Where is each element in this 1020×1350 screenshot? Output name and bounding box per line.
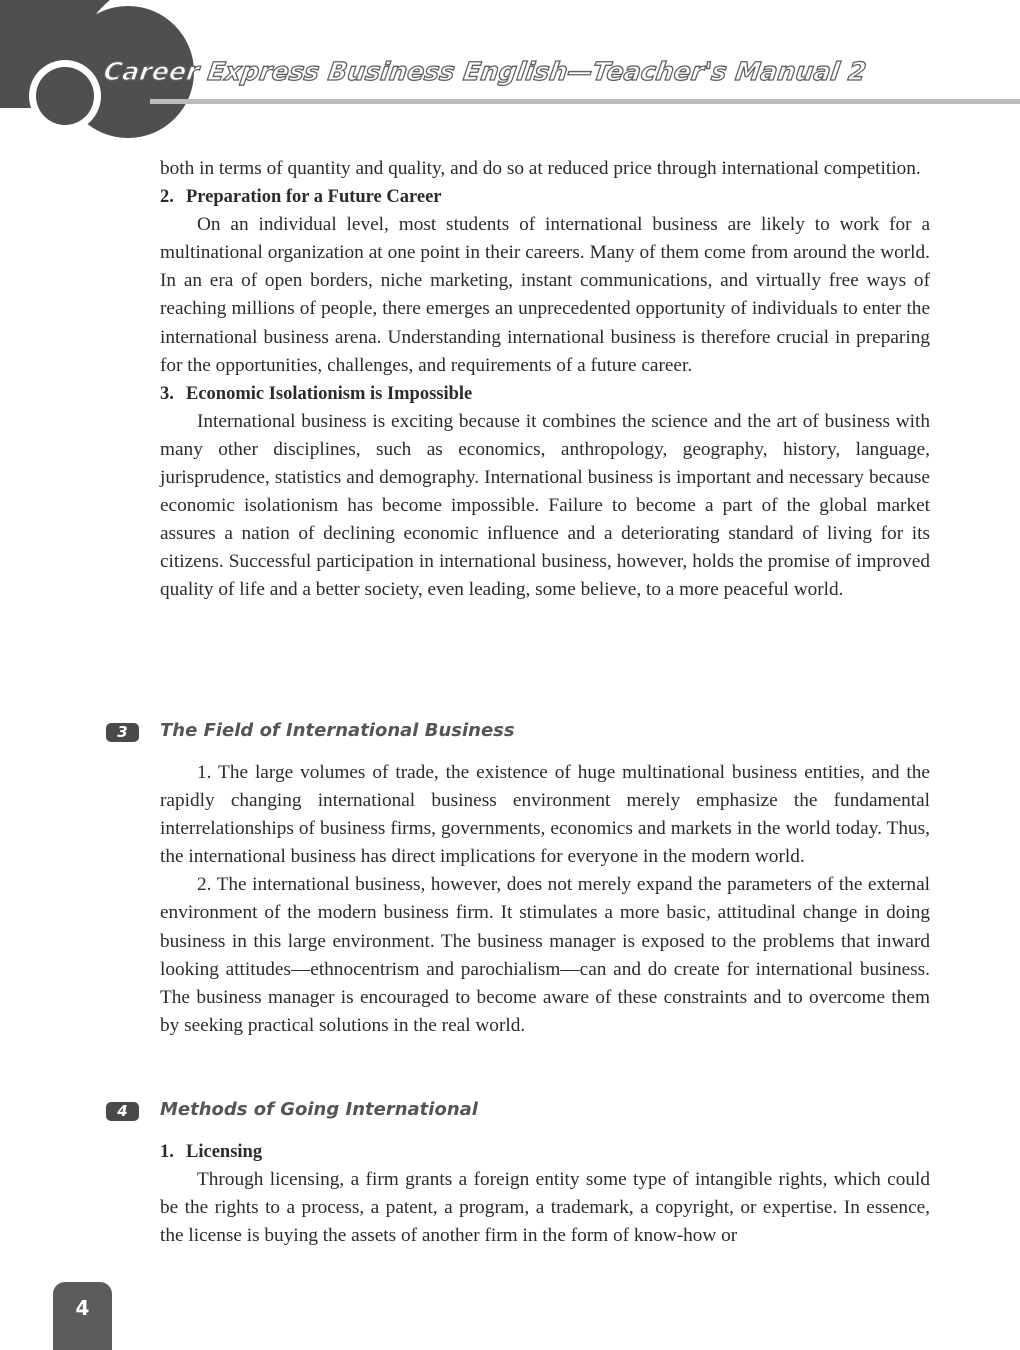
header-small-circle [36,67,94,125]
header-rule [150,99,1020,104]
section-heading [106,1099,478,1122]
section-title: The Field of International Business [160,720,515,741]
subsection-paragraph: On an individual level, most students of international business are likely to work for a multinational organization at one point in their careers. Many of them come from around the world. In an era of open borders, niche marketing, instant communications, and virtually free ways of reaching millions of people, there emerges an unprecedented opportunity of individuals to enter the international business arena. Understanding international business is therefore crucial in preparing for the opportunities, challenges, and requirements of a future career. [160,214,930,376]
page-number: 4 [75,1296,90,1320]
subsection-heading [160,1138,930,1166]
subsection-number: 3. [160,383,174,404]
subsection-title: Economic Isolationism is Impossible [186,383,473,404]
section-title: Methods of Going International [160,1099,478,1120]
main-content-top [160,155,930,605]
section-paragraph: 2. The international business, however, does not merely expand the parameters of the external environment of the modern business firm. It stimulates a more basic, attitudinal change in doing business in this large environment. The business manager is exposed to the problems that inward looking attitudes—ethnocentrism and parochialism—can and do create for international business. The business manager is encouraged to become aware of these constraints and to overcome them by seeking practical solutions in the real world. [160,874,930,1036]
subsection-title: Preparation for a Future Career [186,187,442,208]
book-title: Career Express Business English—Teacher's Manual 2 [101,57,869,86]
subsection-heading [160,183,930,211]
section-paragraph: 1. The large volumes of trade, the existence of huge multinational business entities, and the rapidly changing international business environment merely emphasize the fundamental interrelationships of business firms, governments, economics and markets in the world today. Thus, the international business has direct implications for everyone in the modern world. [160,762,930,868]
continuation-paragraph: both in terms of quantity and quality, and do so at reduced price through international competition. [160,158,921,179]
subsection-heading [160,380,930,408]
subsection-number: 1. [160,1142,174,1162]
subsection-title: Licensing [186,1142,263,1162]
page-number-tab [53,1282,112,1350]
section-4-body [160,1138,930,1250]
section-number-badge: 4 [106,1102,139,1121]
subsection-number: 2. [160,187,174,208]
section-heading [106,720,515,743]
section-3-body [160,759,930,1040]
section-number-badge: 3 [106,723,139,742]
subsection-paragraph: Through licensing, a firm grants a foreign entity some type of intangible rights, which could be the rights to a process, a patent, a program, a trademark, a copyright, or expertise. In essence, the license is buying the assets of another firm in the form of know-how or [160,1169,930,1247]
page-header [0,0,1020,140]
subsection-paragraph: International business is exciting because it combines the science and the art of business with many other disciplines, such as economics, anthropology, geography, history, language, jurisprudence, statistics and demography. International business is important and necessary because economic isolationism has become impossible. Failure to become a part of the global market assures a nation of declining economic influence and a deteriorating standard of living for its citizens. Successful participation in international business, however, holds the promise of improved quality of life and a better society, even leading, some believe, to a more peaceful world. [160,410,930,601]
